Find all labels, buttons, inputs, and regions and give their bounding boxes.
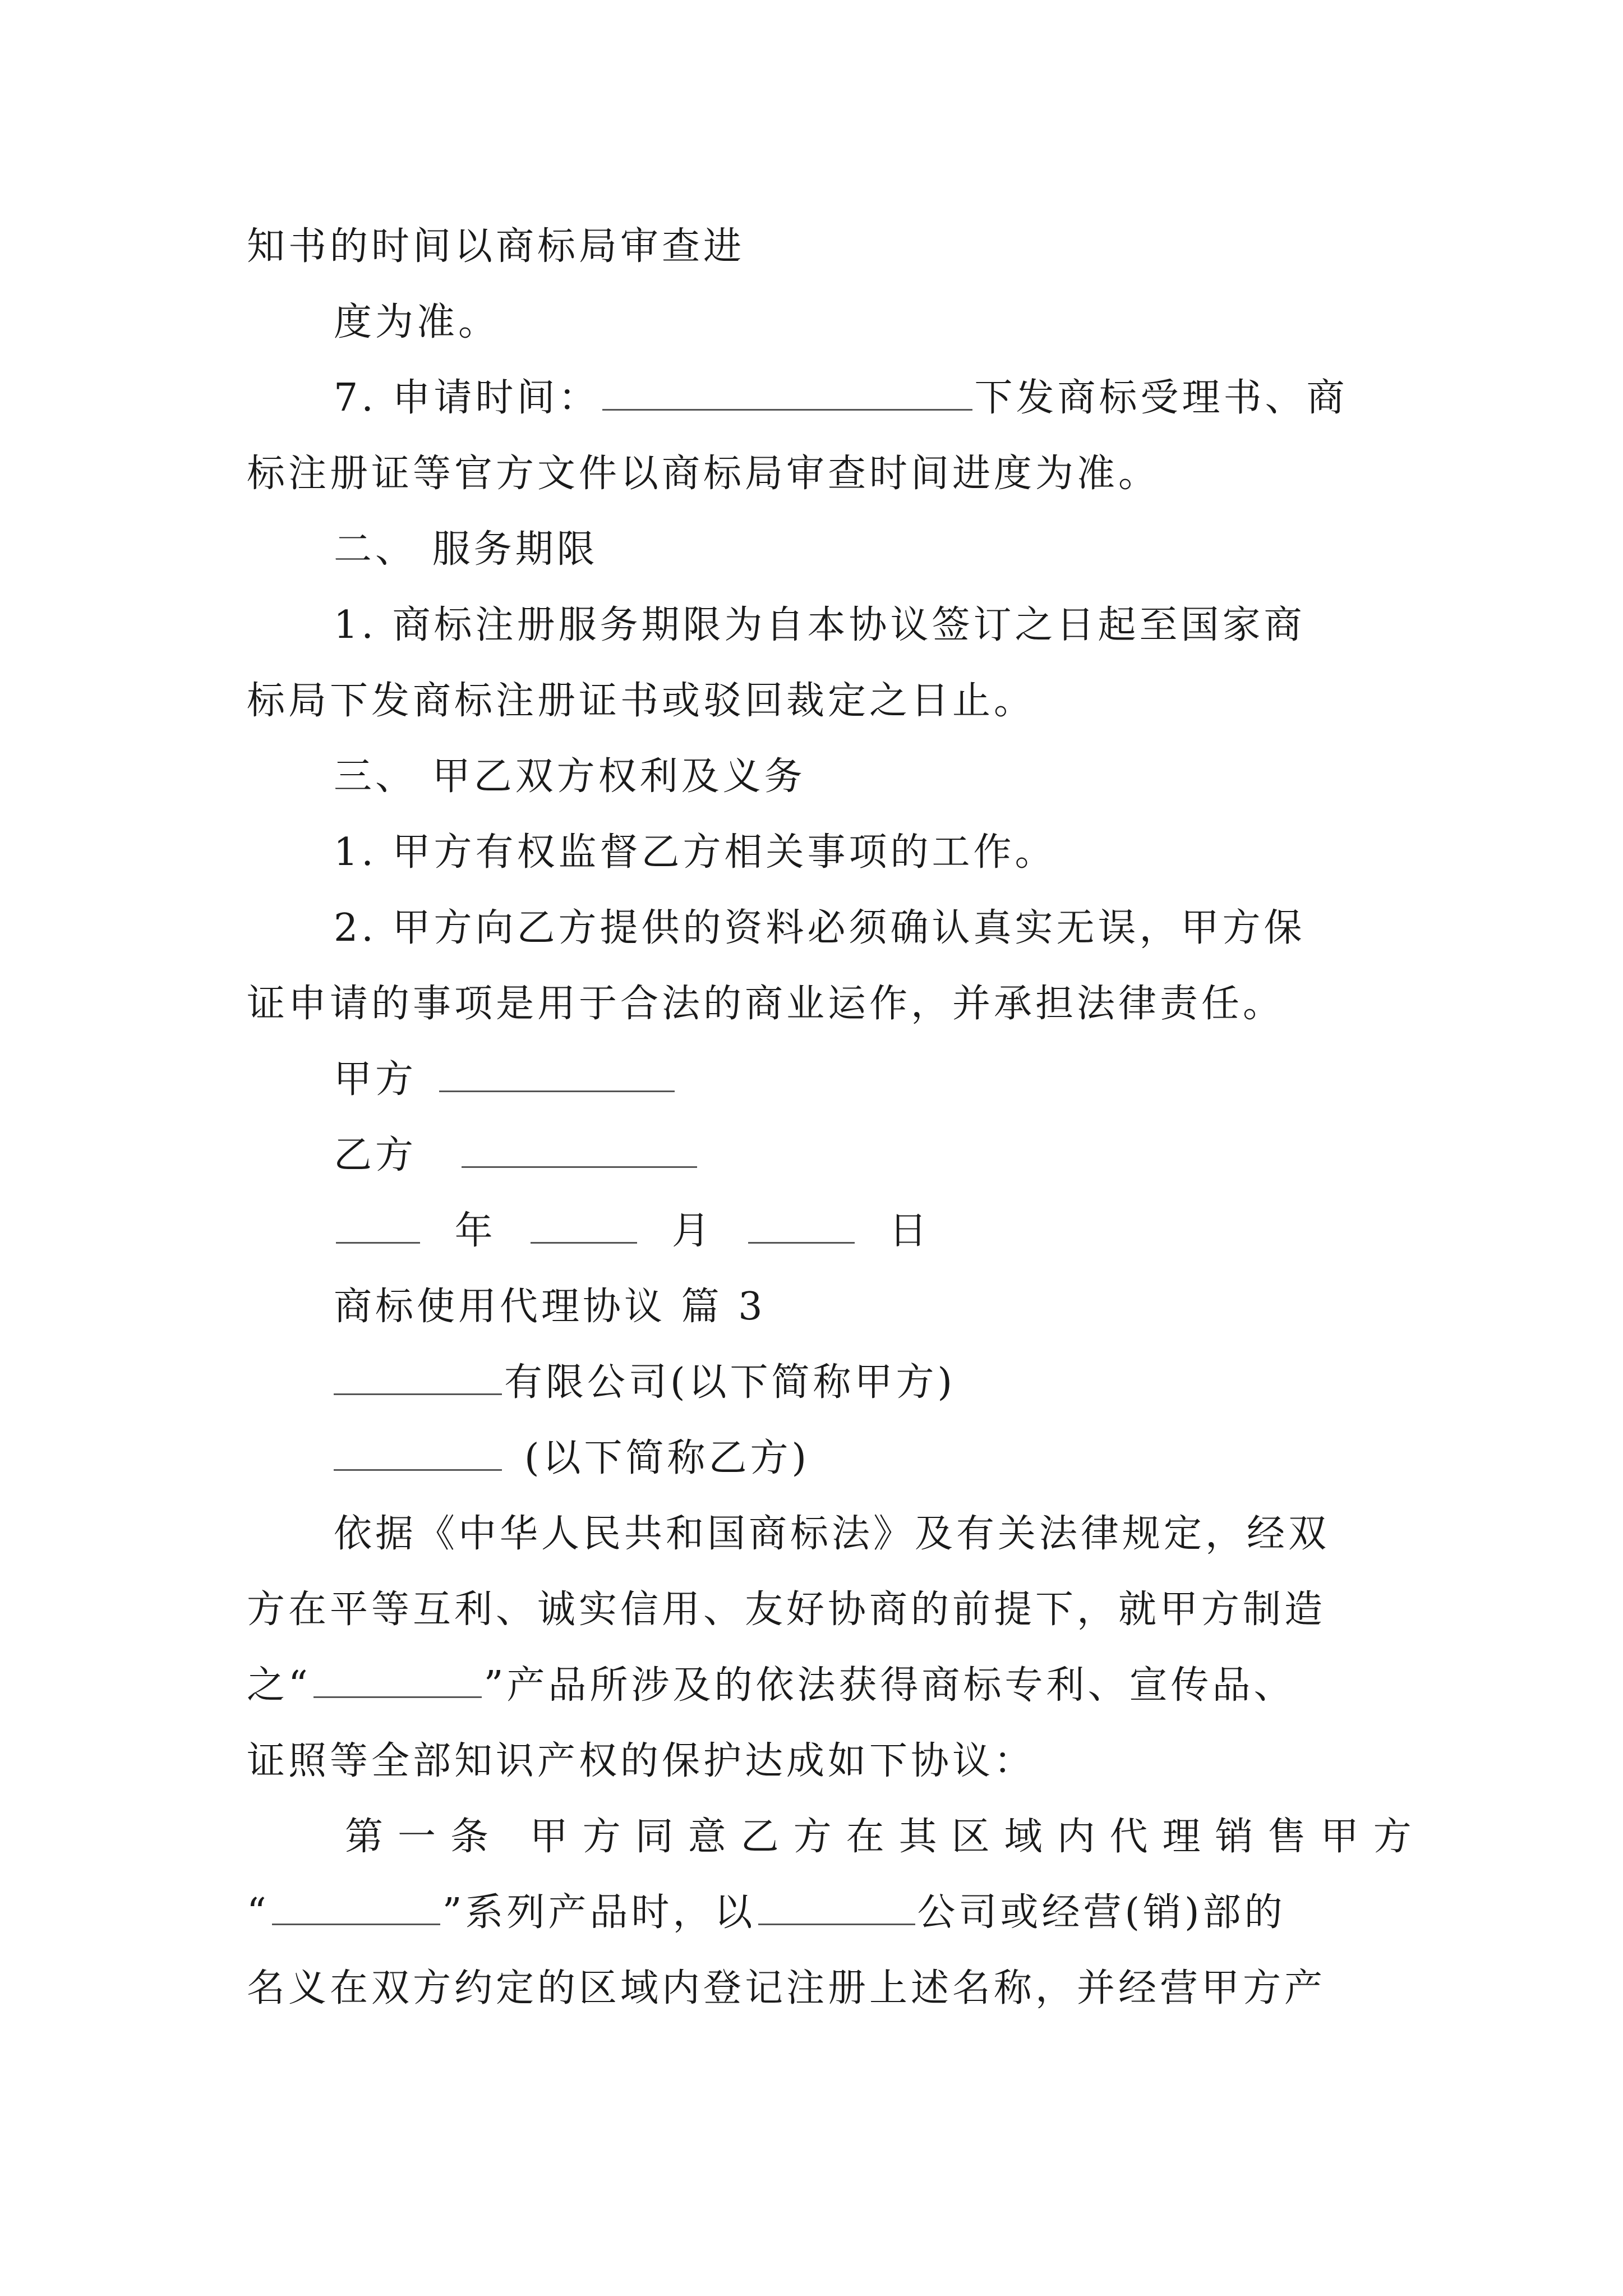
section-heading-3 — [334, 752, 806, 802]
text: 标注册证等官方文件以商标局审查时间进度为准。 — [247, 452, 1160, 496]
party-b-blank — [462, 1131, 697, 1168]
text: 第一条 甲方同意乙方在其区域内代理销售甲方 — [345, 1815, 1426, 1859]
line-7 — [247, 676, 1035, 726]
blank-underline — [313, 1662, 482, 1698]
article-1 — [345, 1812, 1426, 1862]
text: ”产品所涉及的依法获得商标专利、宣传品、 — [483, 1663, 1295, 1708]
party-b-intro — [334, 1433, 810, 1484]
blank-underline — [334, 1359, 502, 1395]
date-line — [334, 1206, 947, 1257]
text: 2. 甲方向乙方提供的资料必须确认真实无误，甲方保 — [334, 906, 1306, 950]
text: “ — [247, 1890, 270, 1935]
month-blank — [531, 1207, 637, 1244]
line-10 — [334, 903, 1306, 954]
blank-underline — [602, 374, 972, 411]
line-19 — [247, 1585, 1326, 1635]
text: 证照等全部知识产权的保护达成如下协议： — [247, 1739, 1036, 1783]
party-a-intro — [334, 1358, 956, 1408]
year-blank — [336, 1207, 420, 1244]
line-1 — [247, 222, 745, 272]
line-24 — [247, 1963, 1326, 2014]
blank-underline — [272, 1889, 440, 1925]
line-2 — [334, 297, 500, 348]
day-label: 日 — [889, 1209, 931, 1253]
text: 有限公司(以下简称甲方) — [504, 1360, 956, 1405]
blank-underline — [758, 1889, 915, 1925]
text: 下发商标受理书、商 — [974, 376, 1348, 420]
line-6 — [334, 600, 1306, 651]
blank-underline — [334, 1434, 502, 1471]
text: ”系列产品时，以 — [442, 1890, 756, 1935]
line-18 — [334, 1509, 1330, 1559]
text: 名义在双方约定的区域内登记注册上述名称，并经营甲方产 — [247, 1966, 1326, 2010]
text: 知书的时间以商标局审查进 — [247, 224, 745, 269]
day-blank — [748, 1207, 855, 1244]
party-b-label: 乙方 — [334, 1133, 417, 1177]
party-b-line — [334, 1130, 699, 1181]
line-9 — [334, 827, 1057, 878]
month-label: 月 — [671, 1209, 713, 1253]
line-21 — [247, 1736, 1035, 1787]
line-23 — [247, 1888, 1286, 1938]
line-4 — [247, 449, 1160, 499]
text: 度为准。 — [334, 300, 500, 344]
text: 三、 甲乙双方权利及义务 — [334, 754, 806, 799]
text: 二、 服务期限 — [334, 527, 598, 572]
text: 方在平等互利、诚实信用、友好协商的前提下，就甲方制造 — [247, 1588, 1326, 1632]
party-a-blank — [439, 1056, 675, 1092]
year-label: 年 — [454, 1209, 496, 1253]
text: 依据《中华人民共和国商标法》及有关法律规定，经双 — [334, 1512, 1330, 1556]
text: 标局下发商标注册证书或驳回裁定之日止。 — [247, 679, 1036, 723]
text: 商标使用代理协议 篇 3 — [334, 1285, 766, 1329]
text: 公司或经营(销)部的 — [917, 1890, 1286, 1935]
line-20 — [247, 1660, 1295, 1711]
text: 1. 商标注册服务期限为自本协议签订之日起至国家商 — [334, 603, 1306, 647]
text: (以下简称乙方) — [524, 1436, 810, 1480]
text: 证申请的事项是用于合法的商业运作，并承担法律责任。 — [247, 982, 1285, 1026]
text: 7. 申请时间： — [334, 376, 600, 420]
line-3 — [334, 373, 1348, 424]
section-heading-2 — [334, 524, 598, 575]
line-11 — [247, 979, 1284, 1029]
party-a-label: 甲方 — [334, 1057, 417, 1102]
subtitle — [334, 1282, 766, 1332]
party-a-line — [334, 1055, 677, 1105]
text: 之“ — [247, 1663, 311, 1708]
text: 1. 甲方有权监督乙方相关事项的工作。 — [334, 830, 1057, 875]
